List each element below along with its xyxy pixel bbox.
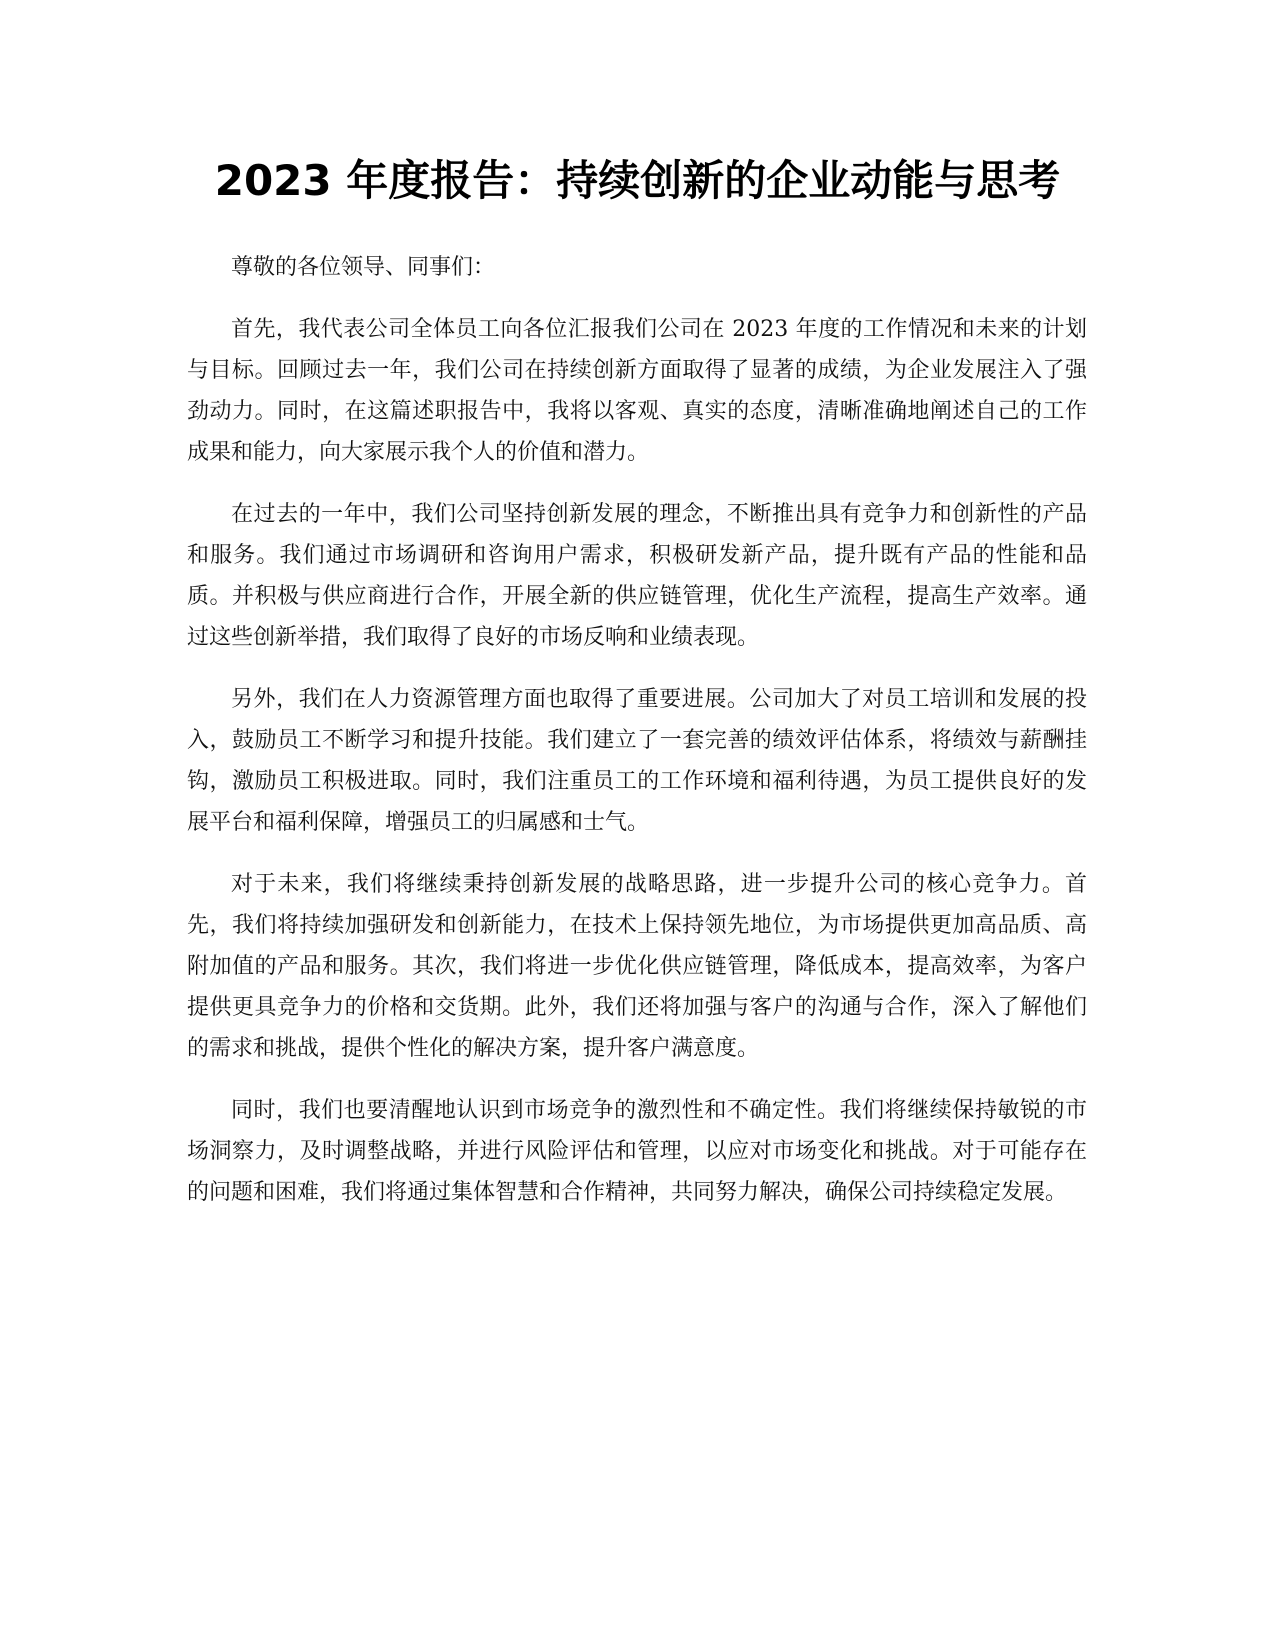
paragraph-human-resources: 另外，我们在人力资源管理方面也取得了重要进展。公司加大了对员工培训和发展的投入，鼓励员工不断学习和提升技能。我们建立了一套完善的绩效评估体系，将绩效与薪酬挂钩，激励员工积极进取。同时，我们注重员工的工作环境和福利待遇，为员工提供良好的发展平台和福利保障，增强员工的归属感和士气。 [187,687,1087,835]
paragraph-innovation: 在过去的一年中，我们公司坚持创新发展的理念，不断推出具有竞争力和创新性的产品和服务。我们通过市场调研和咨询用户需求，积极研发新产品，提升既有产品的性能和品质。并积极与供应商进行合作，开展全新的供应链管理，优化生产流程，提高生产效率。通过这些创新举措，我们取得了良好的市场反响和业绩表现。 [187,502,1087,650]
paragraph-intro: 首先，我代表公司全体员工向各位汇报我们公司在 2023 年度的工作情况和未来的计划与目标。回顾过去一年，我们公司在持续创新方面取得了显著的成绩，为企业发展注入了强劲动力。同时，在这篇述职报告中，我将以客观、真实的态度，清晰准确地阐述自己的工作成果和能力，向大家展示我个人的价值和潜力。 [187,317,1087,465]
document-body [187,247,1087,1234]
salutation: 尊敬的各位领导、同事们： [231,255,496,280]
paragraph-risk: 同时，我们也要清醒地认识到市场竞争的激烈性和不确定性。我们将继续保持敏锐的市场洞察力，及时调整战略，并进行风险评估和管理，以应对市场变化和挑战。对于可能存在的问题和困难，我们将通过集体智慧和合作精神，共同努力解决，确保公司持续稳定发展。 [187,1098,1087,1205]
paragraph-future: 对于未来，我们将继续秉持创新发展的战略思路，进一步提升公司的核心竞争力。首先，我们将持续加强研发和创新能力，在技术上保持领先地位，为市场提供更加高品质、高附加值的产品和服务。其次，我们将进一步优化供应链管理，降低成本，提高效率，为客户提供更具竞争力的价格和交货期。此外，我们还将加强与客户的沟通与合作，深入了解他们的需求和挑战，提供个性化的解决方案，提升客户满意度。 [187,872,1087,1061]
page-title: 2023 年度报告：持续创新的企业动能与思考 [214,156,1061,205]
